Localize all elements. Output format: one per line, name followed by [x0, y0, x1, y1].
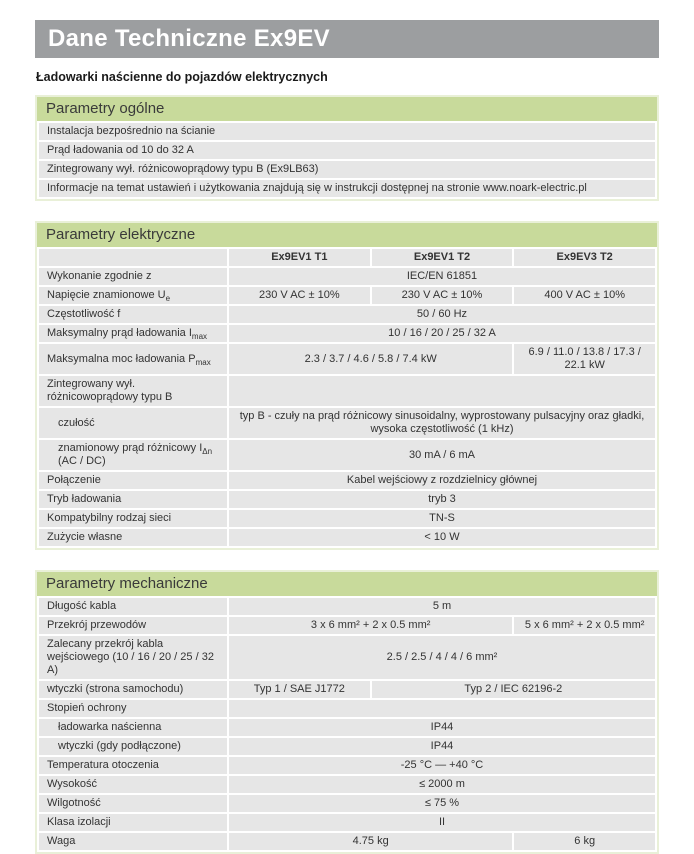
- param-label: Długość kabla: [39, 598, 227, 615]
- column-header-row: [39, 249, 655, 266]
- general-row-text: Instalacja bezpośrednio na ścianie: [39, 123, 655, 140]
- param-value: II: [229, 814, 655, 831]
- param-value: [229, 376, 655, 406]
- param-value: 50 / 60 Hz: [229, 306, 655, 323]
- param-label: Napięcie znamionowe $U_e$: [39, 287, 227, 304]
- section-header-general: Parametry ogólne: [37, 97, 657, 121]
- general-row-text: Prąd ładowania od 10 do 32 A: [39, 142, 655, 159]
- param-value: < 10 W: [229, 529, 655, 546]
- param-value: ≤ 2000 m: [229, 776, 655, 793]
- param-value: 6 kg: [514, 833, 655, 850]
- param-label: Częstotliwość f: [39, 306, 227, 323]
- table-row: [39, 408, 655, 438]
- table-row: [39, 719, 655, 736]
- param-value: 2.5 / 2.5 / 4 / 4 / 6 mm²: [229, 636, 655, 679]
- param-value: TN-S: [229, 510, 655, 527]
- table-row: [39, 161, 655, 178]
- table-row: [39, 833, 655, 850]
- param-value: tryb 3: [229, 491, 655, 508]
- param-value: ≤ 75 %: [229, 795, 655, 812]
- column-header: Ex9EV3 T2: [514, 249, 655, 266]
- param-value: IP44: [229, 738, 655, 755]
- param-value: IEC/EN 61851: [229, 268, 655, 285]
- param-value: 230 V AC ± 10%: [372, 287, 513, 304]
- page-subtitle: Ładowarki naścienne do pojazdów elektrycznych: [36, 70, 328, 84]
- param-label: Temperatura otoczenia: [39, 757, 227, 774]
- section-header-electrical: Parametry elektryczne: [37, 223, 657, 247]
- table-row: [39, 491, 655, 508]
- table-row: [39, 814, 655, 831]
- param-label: Klasa izolacji: [39, 814, 227, 831]
- param-label: wtyczki (gdy podłączone): [39, 738, 227, 755]
- table-row: [39, 795, 655, 812]
- table-row: [39, 636, 655, 679]
- param-value: IP44: [229, 719, 655, 736]
- param-label: Przekrój przewodów: [39, 617, 227, 634]
- param-label: czułość: [39, 408, 227, 438]
- param-value: 230 V AC ± 10%: [229, 287, 370, 304]
- param-value: 5 m: [229, 598, 655, 615]
- param-label: Tryb ładowania: [39, 491, 227, 508]
- param-label: Połączenie: [39, 472, 227, 489]
- table-row: [39, 376, 655, 406]
- param-label: ładowarka naścienna: [39, 719, 227, 736]
- param-label: Zalecany przekrój kabla wejściowego (10 / 16 / 20 / 25 / 32 A): [39, 636, 227, 679]
- column-header: Ex9EV1 T2: [372, 249, 513, 266]
- param-value: 4.75 kg: [229, 833, 512, 850]
- param-label: Wykonanie zgodnie z: [39, 268, 227, 285]
- table-row: [39, 700, 655, 717]
- param-label: Waga: [39, 833, 227, 850]
- param-label: Maksymalny prąd ładowania $I_{max}$: [39, 325, 227, 342]
- param-label: wtyczki (strona samochodu): [39, 681, 227, 698]
- section-electrical: [35, 221, 659, 550]
- param-value: [229, 700, 655, 717]
- table-row: [39, 617, 655, 634]
- electrical-table: [37, 247, 657, 548]
- table-row: [39, 510, 655, 527]
- table-row: [39, 440, 655, 470]
- param-label: Wysokość: [39, 776, 227, 793]
- mechanical-table: [37, 596, 657, 852]
- param-label: Kompatybilny rodzaj sieci: [39, 510, 227, 527]
- table-row: [39, 180, 655, 197]
- section-header-mechanical: Parametry mechaniczne: [37, 572, 657, 596]
- param-label: Zużycie własne: [39, 529, 227, 546]
- param-label: Zintegrowany wył. różnicowoprądowy typu B: [39, 376, 227, 406]
- param-value: 2.3 / 3.7 / 4.6 / 5.8 / 7.4 kW: [229, 344, 512, 374]
- table-row: [39, 344, 655, 374]
- param-value: 5 x 6 mm² + 2 x 0.5 mm²: [514, 617, 655, 634]
- param-value: Typ 2 / IEC 62196-2: [372, 681, 655, 698]
- param-label: Wilgotność: [39, 795, 227, 812]
- table-row: [39, 287, 655, 304]
- section-mechanical: [35, 570, 659, 854]
- general-row-text: Zintegrowany wył. różnicowoprądowy typu B (Ex9LB63): [39, 161, 655, 178]
- table-row: [39, 681, 655, 698]
- column-header: Ex9EV1 T1: [229, 249, 370, 266]
- table-row: [39, 529, 655, 546]
- table-row: [39, 306, 655, 323]
- param-value: 30 mA / 6 mA: [229, 440, 655, 470]
- page-title: Dane Techniczne Ex9EV: [48, 25, 330, 52]
- table-row: [39, 472, 655, 489]
- table-row: [39, 325, 655, 342]
- param-value: 6.9 / 11.0 / 13.8 / 17.3 / 22.1 kW: [514, 344, 655, 374]
- param-value: -25 °C — +40 °C: [229, 757, 655, 774]
- column-header-empty: [39, 249, 227, 266]
- page-title-bar: [35, 20, 659, 58]
- general-row-text: Informacje na temat ustawień i użytkowania znajdują się w instrukcji dostępnej na stronie www.noark-electric.pl: [39, 180, 655, 197]
- table-row: [39, 598, 655, 615]
- param-value: Typ 1 / SAE J1772: [229, 681, 370, 698]
- param-value: 3 x 6 mm² + 2 x 0.5 mm²: [229, 617, 512, 634]
- param-value: typ B - czuły na prąd różnicowy sinusoidalny, wyprostowany pulsacyjny oraz gładki, wysoka częstotliwość (1 kHz): [229, 408, 655, 438]
- table-row: [39, 738, 655, 755]
- table-row: [39, 268, 655, 285]
- table-row: [39, 776, 655, 793]
- param-value: Kabel wejściowy z rozdzielnicy głównej: [229, 472, 655, 489]
- param-value: 400 V AC ± 10%: [514, 287, 655, 304]
- table-row: [39, 142, 655, 159]
- param-label: Maksymalna moc ładowania $P_{max}$: [39, 344, 227, 374]
- param-label: znamionowy prąd różnicowy $I_{\Delta n}$ (AC / DC): [39, 440, 227, 470]
- general-table: [37, 121, 657, 199]
- table-row: [39, 123, 655, 140]
- param-value: 10 / 16 / 20 / 25 / 32 A: [229, 325, 655, 342]
- table-row: [39, 757, 655, 774]
- section-general: [35, 95, 659, 201]
- param-label: Stopień ochrony: [39, 700, 227, 717]
